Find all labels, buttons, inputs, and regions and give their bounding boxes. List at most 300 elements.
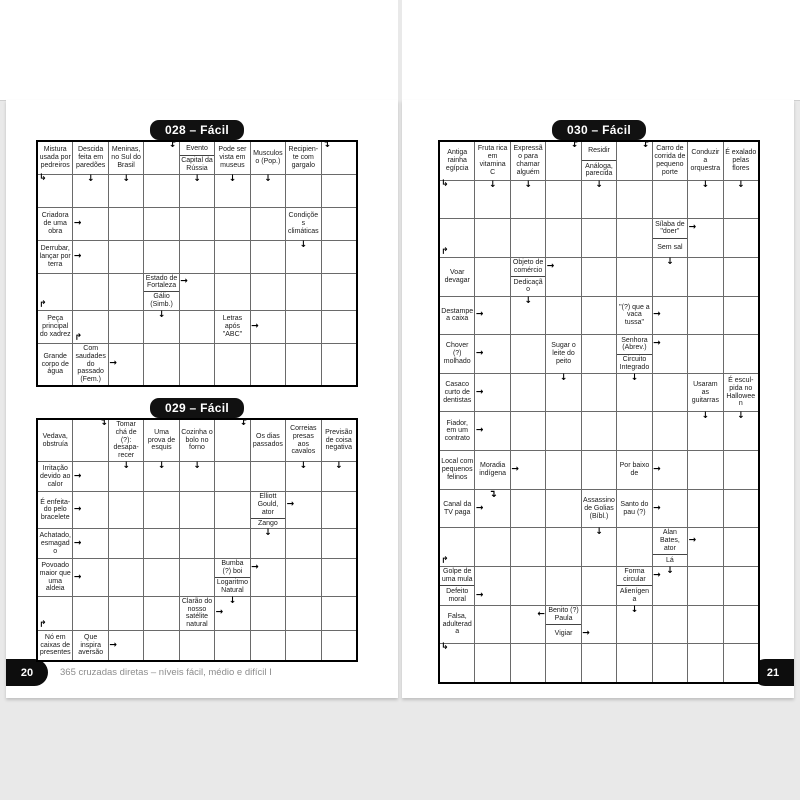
puzzle-030-cell-r3c3 <box>511 219 545 257</box>
arrow-d-icon: ↓ <box>228 173 237 184</box>
arrow-d-icon: ↓ <box>299 239 308 250</box>
puzzle-028-cell-r2c6 <box>215 175 249 207</box>
puzzle-028-cell-r3c3 <box>109 208 143 240</box>
puzzle-030-cell-r12c4 <box>546 567 580 605</box>
arrow-d-icon: ↓ <box>157 461 166 472</box>
arrow-dr-icon: ↳ <box>441 178 449 189</box>
previous-spread-edge <box>0 0 800 100</box>
page-left <box>6 100 398 698</box>
clue-text: Evento <box>186 144 208 152</box>
clue-split-bottom <box>617 585 651 604</box>
footer-book-title: 365 cruzadas diretas – níveis fácil, médio e difícil I <box>60 667 272 678</box>
page-right <box>402 100 794 698</box>
puzzle-029-cell-r7c7 <box>251 631 285 660</box>
puzzle-030-cell-r8c6 <box>617 412 651 450</box>
page-number: 20 <box>20 666 34 679</box>
puzzle-030-cell-r8c5 <box>582 412 616 450</box>
puzzle-030-cell-r1c3 <box>511 142 545 180</box>
clue-text: Tomar chá de (?): desapa-recer <box>113 421 139 460</box>
clue-split-top <box>653 528 697 553</box>
puzzle-030-cell-r12c5 <box>582 567 616 605</box>
arrow-r-icon: → <box>475 309 484 320</box>
puzzle-029-cell-r1c1 <box>38 420 72 461</box>
puzzle-030-cell-r4c1 <box>440 258 474 296</box>
arrow-ur-icon: ↱ <box>441 556 449 567</box>
clue-text: Logaritmo Natural <box>216 579 248 594</box>
puzzle-029-cell-r6c8 <box>286 597 320 630</box>
puzzle-030-cell-r6c8 <box>688 335 722 373</box>
puzzle-029-cell-r4c1 <box>38 529 82 558</box>
puzzle-028-cell-r6c9 <box>322 311 356 343</box>
clue-text: Descida feita em paredões <box>76 146 106 169</box>
clue-split-top <box>653 219 697 237</box>
puzzle-030-cell-r9c9 <box>724 451 758 489</box>
clue-text: Gálio (Simb.) <box>150 293 173 309</box>
puzzle-030 <box>438 123 760 684</box>
clue-text: Santo do pau (?) <box>620 500 649 516</box>
clue-text: "(?) que a vaca tussa" <box>619 303 650 327</box>
puzzle-028-cell-r6c2 <box>73 311 107 343</box>
puzzle-030-cell-r6c4 <box>546 335 580 373</box>
clue-text: Local com pequenos felinos <box>441 458 474 481</box>
clue-split-top <box>215 559 259 577</box>
puzzle-030-cell-r14c3 <box>511 644 545 682</box>
puzzle-028-cell-r2c2 <box>73 175 107 207</box>
puzzle-029-cell-r1c8 <box>286 420 320 461</box>
puzzle-028-cell-r7c2 <box>73 344 117 385</box>
clue-split-top <box>537 606 580 624</box>
puzzle-028-cell-r3c5 <box>180 208 214 240</box>
puzzle-030-cell-r11c9 <box>724 528 758 566</box>
clue-text: Análoga, parecida <box>585 162 613 178</box>
puzzle-029-cell-r5c7 <box>251 559 285 595</box>
arrow-d-icon: ↓ <box>630 604 639 615</box>
previous-page-right <box>402 0 800 100</box>
puzzle-028-cell-r2c5 <box>180 175 214 207</box>
puzzle-029-cell-r6c5 <box>180 597 224 630</box>
puzzle-030-cell-r8c7 <box>653 412 687 450</box>
puzzle-028-cell-r3c9 <box>322 208 356 240</box>
puzzle-030-cell-r9c5 <box>582 451 616 489</box>
puzzle-029-cell-r2c6 <box>215 462 249 491</box>
puzzle-030-cell-r5c5 <box>582 297 616 335</box>
arrow-d-icon: ↓ <box>86 173 95 184</box>
puzzle-030-cell-r13c7 <box>653 606 687 644</box>
arrow-r-icon: → <box>180 276 188 287</box>
clue-text: Previsão de coisa negativa <box>325 428 353 452</box>
arrow-rd-icon: ↴ <box>170 140 178 150</box>
clue-split-top <box>511 258 555 276</box>
clue-text: Bumba (?) boi <box>221 560 244 576</box>
puzzle-029-cell-r5c8 <box>286 559 320 595</box>
puzzle-028-cell-r7c3 <box>109 344 143 385</box>
puzzle-030-cell-r10c1 <box>440 490 484 528</box>
puzzle-030-cell-r7c7 <box>653 374 687 412</box>
puzzle-030-cell-r11c6 <box>617 528 651 566</box>
puzzle-029-cell-r7c2 <box>73 631 117 660</box>
clue-text: Derrubar, lançar por terra <box>39 244 71 268</box>
puzzle-030-cell-r13c8 <box>688 606 722 644</box>
arrow-d-icon: ↓ <box>157 309 166 320</box>
puzzle-029-cell-r3c9 <box>322 492 356 528</box>
puzzle-030-cell-r4c9 <box>724 258 758 296</box>
clue-text: Senhora (Abrev.) <box>621 336 648 352</box>
puzzle-029-cell-r4c3 <box>109 529 143 558</box>
clue-text: Benito (?) Paula <box>548 607 579 622</box>
puzzle-029-title-tab <box>150 398 244 418</box>
puzzle-030-cell-r14c5 <box>582 644 616 682</box>
puzzle-030-cell-r6c5 <box>582 335 616 373</box>
arrow-r-icon: → <box>475 590 484 601</box>
puzzle-030-cell-r12c8 <box>688 567 722 605</box>
current-spread <box>0 100 800 698</box>
puzzle-029-cell-r3c8 <box>286 492 320 528</box>
clue-text: Irritação devido ao calor <box>40 464 71 488</box>
arrow-d-icon: ↓ <box>264 173 272 184</box>
clue-text: Antiga rainha egípcia <box>445 149 469 172</box>
puzzle-028 <box>36 123 358 387</box>
clue-text: Carro de corrida de pequeno porte <box>654 145 686 176</box>
puzzle-030-cell-r2c9 <box>724 181 758 219</box>
puzzle-030-cell-r5c3 <box>511 297 545 335</box>
clue-split-bottom <box>653 554 687 566</box>
clue-text: Chover (?) molhado <box>443 342 471 365</box>
arrow-r-icon: → <box>475 387 484 398</box>
puzzle-029-cell-r3c4 <box>144 492 178 528</box>
puzzle-028-cell-r2c9 <box>322 175 356 207</box>
arrow-r-icon: → <box>286 499 295 510</box>
puzzle-029-cell-r6c2 <box>73 597 107 630</box>
puzzle-030-cell-r5c8 <box>688 297 722 335</box>
clue-text: Recipien-te com gargalo <box>288 146 319 169</box>
puzzle-029-cell-r5c1 <box>38 559 82 595</box>
puzzle-028-cell-r7c9 <box>322 344 356 385</box>
puzzle-029-cell-r2c1 <box>38 462 82 491</box>
arrow-ur-icon: ↱ <box>74 332 82 343</box>
puzzle-028-cell-r4c2 <box>73 241 107 273</box>
clue-text: Expressão para chamar alguém <box>513 145 543 176</box>
puzzle-030-cell-r5c2 <box>475 297 509 335</box>
puzzle-028-cell-r1c4 <box>144 142 178 174</box>
puzzle-030-cell-r12c2 <box>475 567 509 605</box>
clue-text: Usaram as guitarras <box>691 380 719 404</box>
arrow-r-icon: → <box>653 503 661 514</box>
puzzle-029-cell-r7c4 <box>144 631 178 660</box>
arrow-r-icon: → <box>73 538 82 549</box>
puzzle-030-cell-r3c6 <box>617 219 651 257</box>
arrow-r-icon: → <box>475 348 484 359</box>
puzzle-030-cell-r14c2 <box>475 644 509 682</box>
clue-split-top <box>617 567 661 585</box>
puzzle-030-cell-r3c1 <box>440 219 474 257</box>
puzzle-030-cell-r6c9 <box>724 335 758 373</box>
puzzle-028-cell-r5c9 <box>322 274 356 310</box>
puzzle-028-cell-r6c8 <box>286 311 320 343</box>
puzzle-029-cell-r5c6 <box>215 559 259 595</box>
arrow-dr-icon: ↳ <box>441 642 449 653</box>
clue-text: Fiador, em um contrato <box>444 419 470 443</box>
puzzle-029-cell-r2c9 <box>322 462 356 491</box>
puzzle-030-cell-r9c1 <box>440 451 474 489</box>
clue-split-bottom <box>582 160 616 179</box>
arrow-d-icon: ↓ <box>122 173 130 184</box>
puzzle-028-cell-r4c4 <box>144 241 178 273</box>
clue-text: Voar devagar <box>444 268 470 284</box>
arrow-d-icon: ↓ <box>122 461 130 472</box>
puzzle-030-cell-r3c4 <box>546 219 580 257</box>
puzzle-030-cell-r9c6 <box>617 451 661 489</box>
clue-text: Conduzir a orquestra <box>690 149 721 172</box>
puzzle-028-cell-r6c1 <box>38 311 72 343</box>
clue-split-bottom <box>653 238 687 257</box>
arrow-dr-icon: ↳ <box>39 172 47 183</box>
puzzle-028-cell-r1c6 <box>215 142 249 174</box>
puzzle-030-cell-r4c7 <box>653 258 687 296</box>
puzzle-028-cell-r3c1 <box>38 208 82 240</box>
arrow-d-icon: ↓ <box>595 527 603 538</box>
puzzle-030-cell-r6c6 <box>617 335 661 373</box>
clue-split-bottom <box>180 155 214 174</box>
clue-text: Moradia indígena <box>479 462 507 477</box>
puzzle-030-cell-r6c1 <box>440 335 484 373</box>
arrow-ur-icon: ↱ <box>39 299 47 310</box>
puzzle-028-cell-r1c9 <box>322 142 356 174</box>
clue-text: Povoado maior que uma aldeia <box>39 561 71 593</box>
puzzle-030-cell-r8c9 <box>724 412 758 450</box>
puzzle-029-cell-r1c6 <box>215 420 249 461</box>
clue-split-bottom <box>251 518 285 529</box>
arrow-r-icon: → <box>73 218 82 229</box>
puzzle-030-cell-r10c3 <box>511 490 545 528</box>
clue-text: Golpe de uma mula <box>441 568 473 584</box>
puzzle-029-cell-r4c5 <box>180 529 214 558</box>
puzzle-030-cell-r14c9 <box>724 644 758 682</box>
puzzle-030-cell-r10c5 <box>582 490 616 528</box>
arrow-r-icon: → <box>73 251 82 262</box>
puzzle-030-cell-r1c6 <box>617 142 651 180</box>
clue-text: Forma circular <box>623 568 646 584</box>
puzzle-029-cell-r2c4 <box>144 462 178 491</box>
puzzle-030-cell-r13c2 <box>475 606 509 644</box>
puzzle-029-cell-r6c7 <box>251 597 285 630</box>
clue-text: Defeito moral <box>446 587 469 603</box>
puzzle-028-cell-r4c3 <box>109 241 143 273</box>
page-number: 21 <box>766 666 780 679</box>
puzzle-030-cell-r12c6 <box>617 567 661 605</box>
arrow-r-icon: → <box>73 504 82 515</box>
previous-page-left <box>0 0 398 100</box>
puzzle-029-cell-r2c5 <box>180 462 214 491</box>
puzzle-030-cell-r6c2 <box>475 335 509 373</box>
puzzle-030-cell-r4c2 <box>475 258 509 296</box>
arrow-d-icon: ↓ <box>334 461 343 472</box>
puzzle-029-cell-r5c9 <box>322 559 356 595</box>
clue-split-top <box>617 335 661 353</box>
puzzle-030-cell-r7c5 <box>582 374 616 412</box>
clue-text: Musculoso (Pop.) <box>253 150 283 165</box>
clue-split-bottom <box>144 291 178 310</box>
arrow-r-icon: → <box>546 261 555 272</box>
puzzle-030-cell-r13c3 <box>511 606 545 644</box>
arrow-r-icon: → <box>73 471 82 482</box>
puzzle-029-cell-r4c6 <box>215 529 249 558</box>
puzzle-028-cell-r3c8 <box>286 208 320 240</box>
puzzle-030-cell-r13c1 <box>440 606 474 644</box>
puzzle-030-cell-r6c3 <box>511 335 545 373</box>
puzzle-029-cell-r4c7 <box>251 529 285 558</box>
puzzle-029-cell-r5c4 <box>144 559 178 595</box>
clue-text: Que inspira aversão <box>78 633 104 657</box>
puzzle-030-cell-r1c7 <box>653 142 687 180</box>
puzzle-030-cell-r11c5 <box>582 528 616 566</box>
puzzle-030-cell-r7c3 <box>511 374 545 412</box>
puzzle-029-cell-r5c2 <box>73 559 107 595</box>
arrow-r-icon: → <box>475 425 484 436</box>
arrow-r-icon: → <box>688 222 697 233</box>
puzzle-030-cell-r9c4 <box>546 451 580 489</box>
puzzle-030-cell-r2c2 <box>475 181 509 219</box>
puzzle-030-cell-r14c8 <box>688 644 722 682</box>
puzzle-030-cell-r8c1 <box>440 412 484 450</box>
clue-text: Achatado, esmagado <box>39 532 71 555</box>
puzzle-030-cell-r7c9 <box>724 374 758 412</box>
arrow-d-icon: ↓ <box>264 528 272 539</box>
puzzle-028-cell-r6c6 <box>215 311 259 343</box>
puzzle-029-cell-r4c9 <box>322 529 356 558</box>
puzzle-029-grid <box>36 418 358 662</box>
puzzle-029-cell-r1c3 <box>109 420 143 461</box>
arrow-ld-icon: ↴ <box>322 140 331 150</box>
clue-text: Uma prova de esquis <box>147 428 176 452</box>
puzzle-028-cell-r5c7 <box>251 274 285 310</box>
arrow-d-icon: ↓ <box>701 179 710 190</box>
puzzle-030-cell-r8c3 <box>511 412 545 450</box>
clue-text: Sem sal <box>657 243 683 251</box>
puzzle-030-cell-r2c7 <box>653 181 687 219</box>
puzzle-030-cell-r9c2 <box>475 451 519 489</box>
puzzle-030-cell-r12c9 <box>724 567 758 605</box>
arrow-d-icon: ↓ <box>701 411 710 422</box>
clue-text: Capital da Rússia <box>181 157 213 173</box>
clue-text: Elliott Gould, ator <box>257 493 279 516</box>
clue-text: Com saudades do passado (Fem.) <box>75 344 106 384</box>
clue-text: Vigiar <box>554 630 573 638</box>
puzzle-030-cell-r2c1 <box>440 178 474 219</box>
clue-text: Criadora de uma obra <box>41 212 69 235</box>
puzzle-028-cell-r7c7 <box>251 344 285 385</box>
arrow-ld-icon: ↴ <box>99 418 107 428</box>
clue-split-top <box>180 142 214 155</box>
puzzle-028-cell-r7c1 <box>38 344 72 385</box>
puzzle-029-cell-r5c3 <box>109 559 143 595</box>
puzzle-030-cell-r8c2 <box>475 412 509 450</box>
clue-text: Nó em caixas de presentes <box>39 633 71 657</box>
puzzle-029-cell-r7c5 <box>180 631 214 660</box>
puzzle-029-cell-r6c9 <box>322 597 356 630</box>
arrow-ur-icon: ↱ <box>39 620 47 631</box>
clue-text: Meninas, no Sul do Brasil <box>111 146 141 169</box>
clue-text: Estado de Fortaleza <box>145 274 178 290</box>
clue-text: Fruta rica em vitamina C <box>477 145 508 176</box>
arrow-r-icon: → <box>653 570 661 581</box>
puzzle-029-cell-r4c2 <box>73 529 107 558</box>
puzzle-030-cell-r3c7 <box>653 219 697 257</box>
puzzle-028-cell-r5c2 <box>73 274 107 310</box>
puzzle-028-cell-r3c4 <box>144 208 178 240</box>
puzzle-028-cell-r5c3 <box>109 274 143 310</box>
puzzle-028-cell-r3c6 <box>215 208 249 240</box>
puzzle-029 <box>36 401 358 662</box>
clue-text: Casaco curto de dentistas <box>443 380 472 404</box>
puzzle-028-cell-r7c5 <box>180 344 214 385</box>
puzzle-030-cell-r5c7 <box>653 297 687 335</box>
puzzle-028-cell-r7c8 <box>286 344 320 385</box>
puzzle-029-cell-r6c4 <box>144 597 178 630</box>
clue-text: Falsa, adulterada <box>442 612 472 636</box>
clue-text: Letras após "ABC" <box>222 315 243 338</box>
clue-split-bottom <box>511 276 545 295</box>
clue-split-bottom <box>440 585 484 604</box>
puzzle-030-cell-r13c6 <box>617 606 651 644</box>
puzzle-029-cell-r4c8 <box>286 529 320 558</box>
arrow-r-icon: → <box>251 321 259 332</box>
puzzle-030-cell-r7c8 <box>688 374 722 412</box>
puzzle-030-cell-r4c8 <box>688 258 722 296</box>
clue-text: Peça principal do xadrez <box>39 315 71 338</box>
puzzle-030-cell-r11c3 <box>511 528 545 566</box>
arrow-r-icon: → <box>582 628 590 639</box>
puzzle-028-cell-r5c5 <box>180 274 214 310</box>
puzzle-028-cell-r1c5 <box>180 142 214 174</box>
puzzle-030-cell-r1c2 <box>475 142 509 180</box>
arrow-l-icon: ← <box>537 609 545 620</box>
puzzle-028-cell-r5c4 <box>144 274 188 310</box>
clue-text: Lá <box>665 556 674 564</box>
puzzle-028-cell-r1c7 <box>251 142 285 174</box>
arrow-r-icon: → <box>109 640 117 650</box>
arrow-d-icon: ↓ <box>299 461 308 472</box>
clue-text: Residir <box>588 147 610 155</box>
clue-text: Canal da TV paga <box>443 500 472 516</box>
puzzle-029-cell-r3c7 <box>251 492 295 528</box>
puzzle-030-cell-r2c8 <box>688 181 722 219</box>
arrow-rd-icon: ↴ <box>241 418 249 428</box>
puzzle-030-grid <box>438 140 760 684</box>
puzzle-029-cell-r4c4 <box>144 529 178 558</box>
puzzle-028-cell-r1c2 <box>73 142 107 174</box>
arrow-r-icon: → <box>688 535 697 546</box>
clue-text: Correias presas aos cavalos <box>290 424 317 456</box>
arrow-cd-icon: ↴ <box>488 488 497 500</box>
puzzle-029-cell-r1c2 <box>73 420 107 461</box>
arrow-d-icon: ↓ <box>488 179 497 190</box>
puzzle-030-cell-r12c3 <box>511 567 545 605</box>
puzzle-029-cell-r3c5 <box>180 492 214 528</box>
puzzle-030-cell-r10c7 <box>653 490 687 528</box>
puzzle-title: 028 – Fácil <box>164 123 230 137</box>
puzzle-028-cell-r4c7 <box>251 241 285 273</box>
arrow-r-icon: → <box>653 338 661 349</box>
puzzle-028-cell-r1c3 <box>109 142 143 174</box>
puzzle-030-cell-r5c1 <box>440 297 484 335</box>
puzzle-029-cell-r7c1 <box>38 631 72 660</box>
puzzle-030-cell-r7c6 <box>617 374 651 412</box>
clue-text: Destampe a caixa <box>441 307 474 323</box>
puzzle-029-cell-r2c3 <box>109 462 143 491</box>
puzzle-030-title-tab <box>552 120 646 140</box>
puzzle-029-cell-r3c6 <box>215 492 249 528</box>
arrow-d-icon: ↓ <box>193 173 201 184</box>
